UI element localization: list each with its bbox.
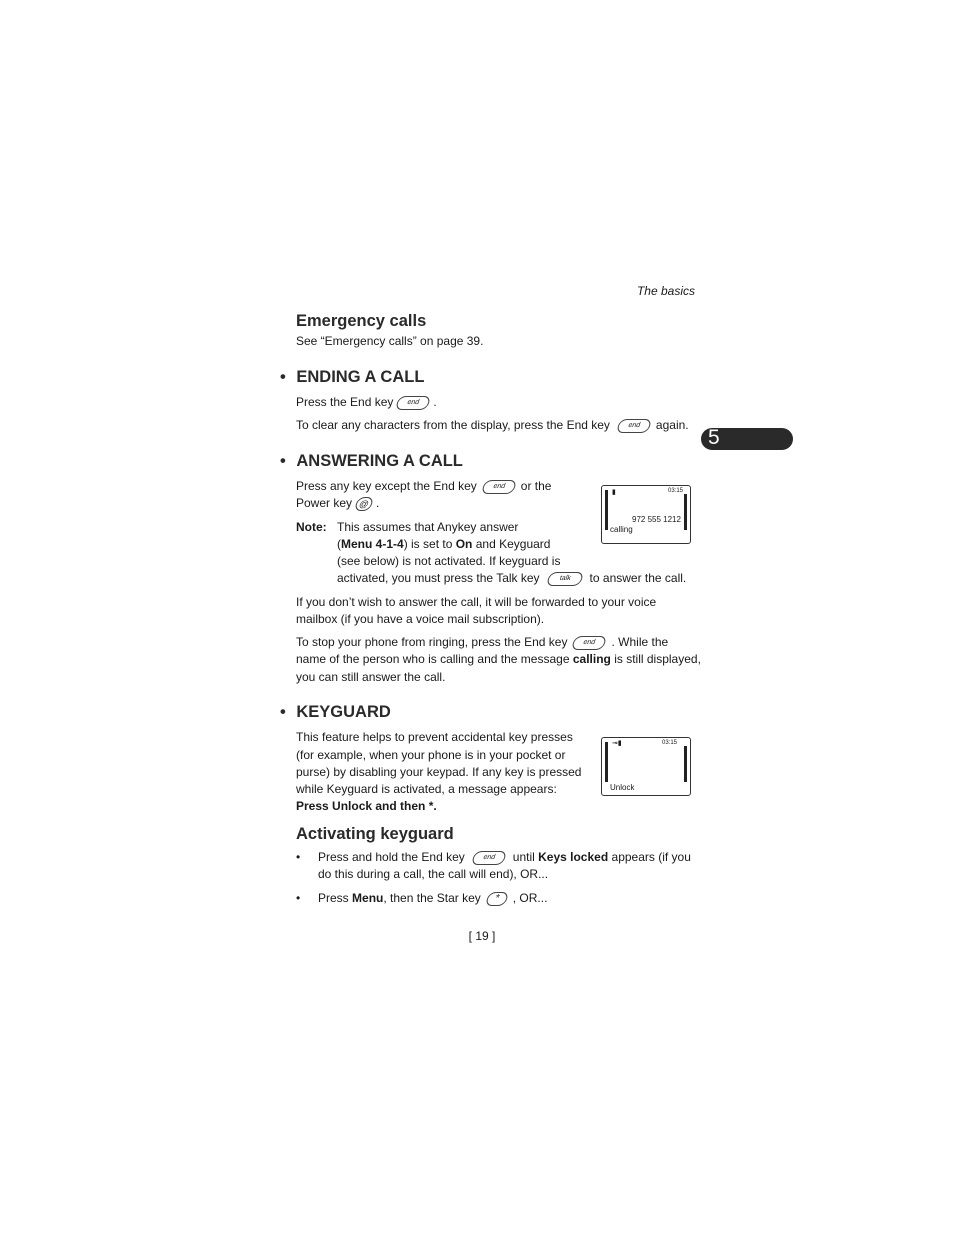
answering-p3-line2: name of the person who is calling and the message calling is still displayed,: [296, 652, 701, 666]
answering-p3-line3: you can still answer the call.: [296, 670, 446, 684]
keyguard-heading: [280, 703, 391, 722]
chapter-number: 5: [708, 426, 720, 449]
battery-bar: [684, 494, 687, 530]
phone-screen-calling: [601, 485, 691, 544]
ending-call-p2: To clear any characters from the display, press the End key end again.: [296, 418, 689, 432]
bullet: •: [280, 452, 286, 470]
power-key-icon: @: [354, 497, 375, 511]
note-line3: (see below) is not activated. If keyguard is: [337, 554, 561, 568]
answering-call-title: ANSWERING A CALL: [296, 452, 463, 470]
ending-call-heading: [280, 368, 424, 387]
answering-p2-line2: mailbox (if you have a voice mail subscription).: [296, 612, 545, 626]
ending-call-p1: Press the End key end .: [296, 395, 437, 409]
answering-p2-line1: If you don’t wish to answer the call, it will be forwarded to your voice: [296, 595, 657, 609]
talk-key-icon: talk: [545, 572, 584, 586]
screen-time: 03:15: [662, 740, 678, 746]
running-head: The basics: [636, 284, 695, 298]
activating-keyguard-heading: Activating keyguard: [296, 825, 454, 843]
keyguard-line1: This feature helps to prevent accidental key presses: [296, 730, 573, 744]
star-key-icon: *: [484, 892, 509, 906]
answering-p1-line2: Power key @ .: [296, 496, 380, 510]
ending-call-title: ENDING A CALL: [296, 368, 425, 386]
emergency-calls-heading: Emergency calls: [296, 312, 427, 330]
signal-bar: [605, 490, 608, 530]
answering-p3-line1: To stop your phone from ringing, press the End key end . While the: [296, 635, 669, 649]
activating-b1-line2: do this during a call, the call will end), OR...: [318, 867, 549, 881]
answering-call-heading: [280, 452, 463, 471]
screen-calling-label: calling: [610, 525, 633, 534]
activating-b1-line1: Press and hold the End key end until Keys locked appears (if you: [318, 850, 691, 864]
page-number: [ 19 ]: [468, 929, 496, 943]
keyguard-line4: while Keyguard is activated, a message appears:: [296, 782, 557, 796]
bullet-dot: •: [296, 891, 301, 905]
keyguard-line3: purse) by disabling your keypad. If any key is pressed: [296, 765, 582, 779]
battery-icon: ▮: [612, 489, 616, 496]
phone-screen-unlock: [601, 737, 691, 796]
note-line2: (Menu 4-1-4) is set to On and Keyguard: [337, 537, 551, 551]
activating-b2: Press Menu, then the Star key * , OR...: [318, 891, 548, 905]
chapter-tab: [701, 428, 793, 450]
end-key-icon: end: [395, 396, 432, 410]
battery-bar: [684, 746, 687, 782]
signal-bar: [605, 742, 608, 782]
keyguard-title: KEYGUARD: [296, 703, 391, 721]
answering-p1-line1: Press any key except the End key end or the: [296, 479, 552, 493]
bullet-dot: •: [296, 850, 301, 864]
screen-unlock-label: Unlock: [610, 783, 635, 792]
keyguard-line5: Press Unlock and then *.: [296, 799, 437, 813]
note-line1: This assumes that Anykey answer: [337, 520, 519, 534]
emergency-calls-text: See “Emergency calls” on page 39.: [296, 334, 484, 348]
end-key-icon: end: [571, 636, 608, 650]
end-key-icon: end: [470, 851, 507, 865]
keyguard-line2: (for example, when your phone is in your pocket or: [296, 748, 566, 762]
bullet: •: [280, 703, 286, 721]
key-lock-icon: ⊸▮: [612, 740, 622, 747]
note-line4: activated, you must press the Talk key talk to answer the call.: [337, 571, 687, 585]
bullet: •: [280, 368, 286, 386]
end-key-icon: end: [480, 480, 517, 494]
note-label: Note:: [296, 520, 327, 534]
end-key-icon: end: [616, 419, 653, 433]
screen-number: 972 555 1212: [632, 515, 681, 524]
screen-time: 03:15: [668, 488, 684, 494]
